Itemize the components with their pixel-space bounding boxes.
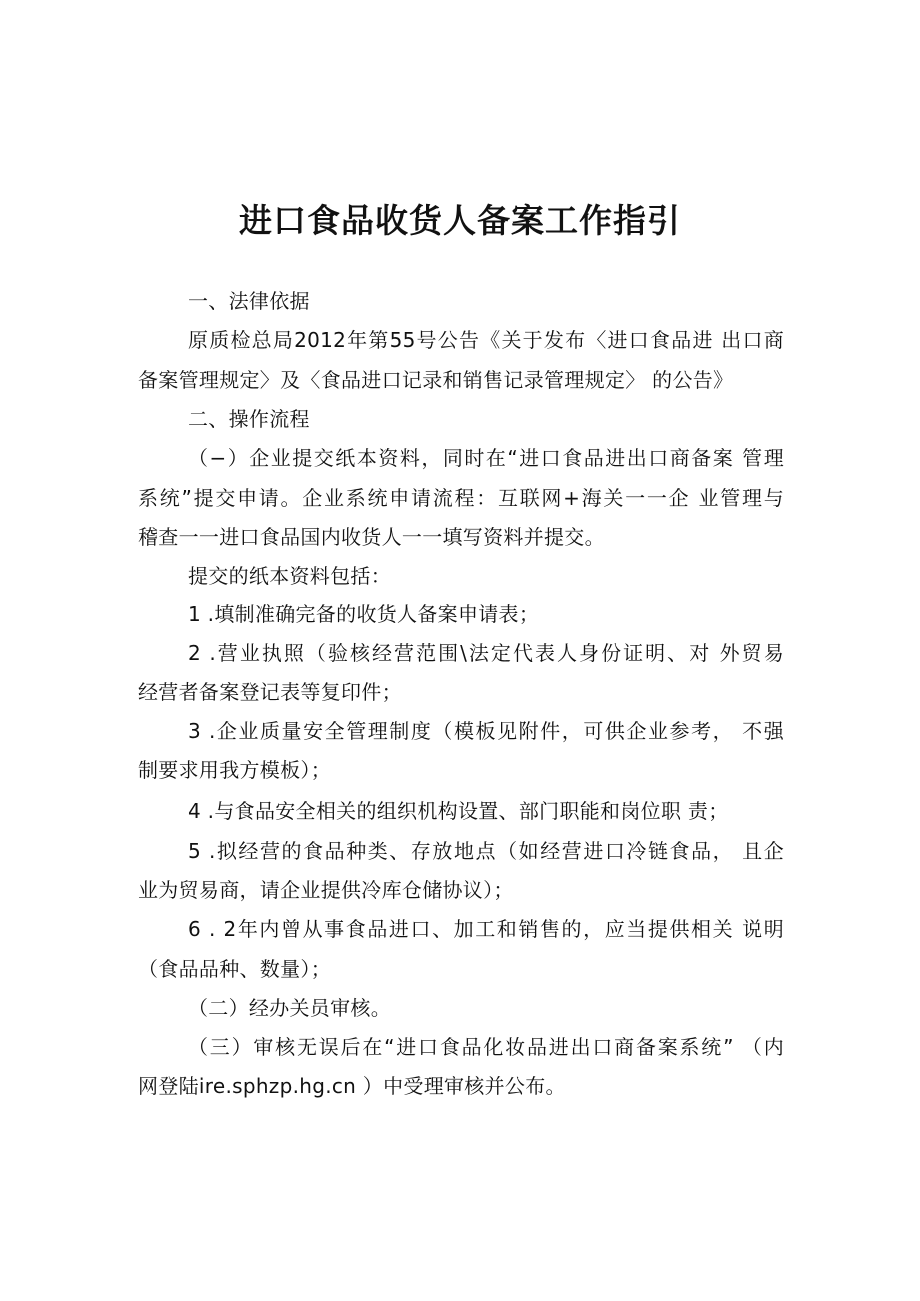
material-item-2-line-1: 2 .营业执照（验核经营范围\法定代表人身份证明、对 外贸易 xyxy=(188,641,784,665)
step2-line: （二）经办关员审核。 xyxy=(188,996,391,1020)
material-item-4: 4 .与食品安全相关的组织机构设置、部门职能和岗位职 责； xyxy=(188,799,729,823)
legal-basis-line-1: 原质检总局2012年第55号公告《关于发布〈进口食品进 出口商 xyxy=(188,328,784,352)
material-item-1: 1 .填制准确完备的收货人备案申请表； xyxy=(188,602,540,626)
step3-line-2: 网登陆ire.sphzp.hg.cn ）中受理审核并公布。 xyxy=(138,1074,566,1098)
material-item-2-line-2: 经营者备案登记表等复印件； xyxy=(138,680,402,704)
material-item-3-line-2: 制要求用我方模板）； xyxy=(138,758,331,782)
material-item-6-line-2: （食品品种、数量）； xyxy=(138,957,331,981)
step1-line-1: （−）企业提交纸本资料，同时在“进口食品进出口商备案 管理 xyxy=(188,446,784,470)
material-item-3-line-1: 3 .企业质量安全管理制度（模板见附件，可供企业参考， 不强 xyxy=(188,719,784,743)
section-heading-legal-basis: 一、法律依据 xyxy=(188,289,310,313)
material-item-5-line-2: 业为贸易商，请企业提供冷库仓储协议）； xyxy=(138,878,514,902)
material-item-6-line-1: 6 . 2年内曾从事食品进口、加工和销售的，应当提供相关 说明 xyxy=(188,917,784,941)
legal-basis-line-2: 备案管理规定〉及〈食品进口记录和销售记录管理规定〉 的公告》 xyxy=(138,368,734,392)
materials-intro: 提交的纸本资料包括： xyxy=(188,564,391,588)
step1-line-3: 稽查一一进口食品国内收货人一一填写资料并提交。 xyxy=(138,525,605,549)
step3-line-1: （三）审核无误后在“进口食品化妆品进出口商备案系统” （内 xyxy=(188,1035,784,1059)
material-item-5-line-1: 5 .拟经营的食品种类、存放地点（如经营进口冷链食品， 且企 xyxy=(188,839,784,863)
section-heading-process: 二、操作流程 xyxy=(188,407,310,431)
step1-line-2: 系统”提交申请。企业系统申请流程：互联网+海关一一企 业管理与 xyxy=(138,486,784,510)
document-title: 进口食品收货人备案工作指引 xyxy=(239,201,681,240)
